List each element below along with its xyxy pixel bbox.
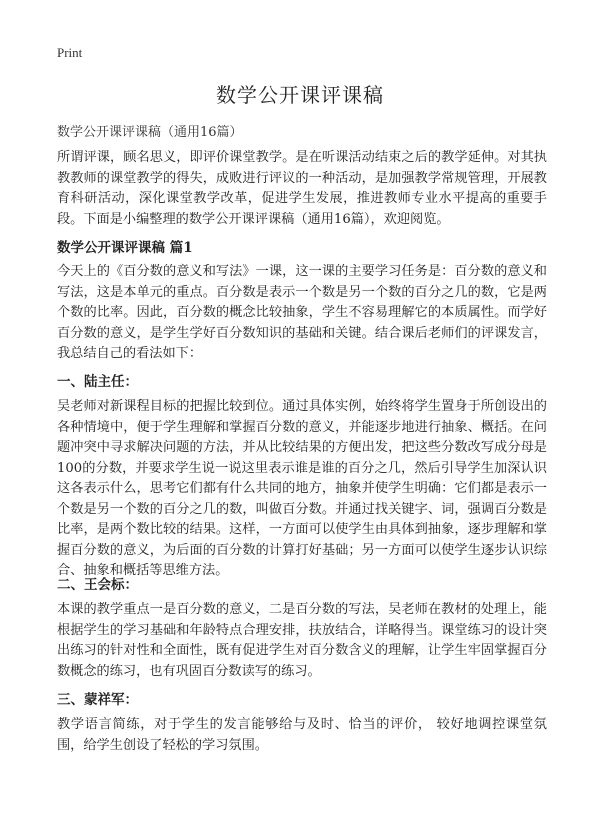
print-label[interactable]: Print [57,45,83,60]
comment-heading-3: 三、蒙祥军： [57,692,138,708]
comment-paragraph-3: 教学语言简练，对于学生的发言能够给与及时、恰当的评价， 较好地调控课堂氛围，给学生创设了轻松的学习氛围。 [57,717,547,753]
page-title: 数学公开课评课稿 [216,83,384,107]
comment-paragraph-1: 吴老师对新课程目标的把握比较到位。通过具体实例，始终将学生置身于所创设出的各种情境中，便于学生理解和掌握百分数的意义，并能逐步地进行抽象、概括。在问题冲突中寻求解决问题的方法，并从比较结果的方便出发，把这些分数改写成分母是100的分数，并要求学生说一说这里表示谁是谁的百分之几，然后引导学生加深认识这各表示什么，思考它们都有什么共同的地方，抽象并使学生明确：它们都是表示一个数是另一个数的百分之几的数，叫做百分数。并通过找关键字、词，强调百分数是比率，是两个数比较的结果。这样，一方面可以使学生由具体到抽象，逐步理解和掌握百分数的意义，为后面的百分数的计算打好基础；另一方面可以使学生逐步认识综合、抽象和概括等思维方法。 [57,399,547,578]
comment-heading-1: 一、陆主任： [57,374,138,390]
section-intro-paragraph: 今天上的《百分数的意义和写法》一课，这一课的主要学习任务是：百分数的意义和写法，这是本单元的重点。百分数是表示一个数是另一个数的百分之几的数，它是两个数的比率。因此，百分数的概念比较抽象，学生不容易理解它的本质属性。而学好百分数的意义，是学生学好百分数知识的基础和关键。结合课后老师们的评课发言，我总结自己的看法如下： [57,264,547,361]
document-subtitle: 数学公开课评课稿（通用16篇） [57,125,243,140]
section-heading: 数学公开课评课稿 篇1 [57,240,193,256]
comment-heading-2: 二、王会标： [57,577,138,593]
comment-paragraph-2: 本课的教学重点一是百分数的意义，二是百分数的写法，吴老师在教材的处理上，能根据学生的学习基础和年龄特点合理安排，扶放结合，详略得当。课堂练习的设计突出练习的针对性和全面性，既有促进学生对百分数含义的理解，让学生牢固掌握百分数概念的练习，也有巩固百分数读写的练习。 [57,602,547,679]
intro-paragraph: 所谓评课，顾名思义，即评价课堂教学。是在听课活动结束之后的教学延伸。对其执教教师的课堂教学的得失，成败进行评议的一种活动，是加强教学常规管理，开展教育科研活动，深化课堂教学改革，促进学生发展，推进教师专业水平提高的重要手段。下面是小编整理的数学公开课评课稿（通用16篇），欢迎阅览。 [57,150,547,227]
